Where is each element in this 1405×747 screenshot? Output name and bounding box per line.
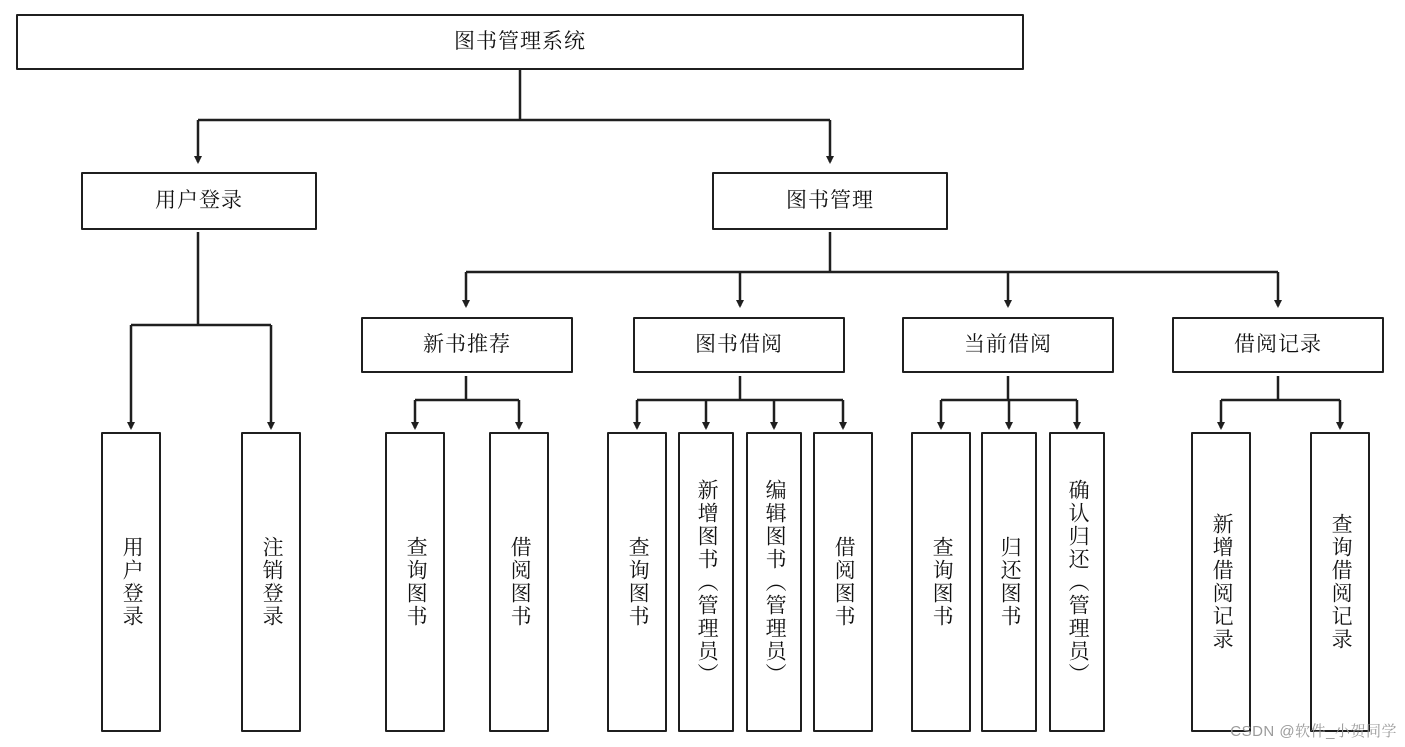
node-leaf-borrow-edit-book[interactable] <box>746 432 802 732</box>
node-leaf-borrow-query-book-label: 查询图书 <box>626 536 650 628</box>
node-leaf-cur-return-book-label: 归还图书 <box>998 536 1022 628</box>
node-leaf-rec-borrow-book[interactable] <box>489 432 549 732</box>
node-borrow-record-label: 借阅记录 <box>1234 332 1322 356</box>
node-leaf-login-user-label: 用户登录 <box>120 536 144 628</box>
node-book-manage-label: 图书管理 <box>786 188 874 212</box>
node-book-borrow-label: 图书借阅 <box>695 332 783 356</box>
node-borrow-record[interactable] <box>1172 317 1384 373</box>
node-current-borrow[interactable] <box>902 317 1114 373</box>
node-book-borrow[interactable] <box>633 317 845 373</box>
node-leaf-cur-return-book[interactable] <box>981 432 1037 732</box>
node-leaf-borrow-add-book-label: 新增图书（管理员） <box>695 478 719 686</box>
node-root[interactable] <box>16 14 1024 70</box>
node-leaf-borrow-borrow-book[interactable] <box>813 432 873 732</box>
node-leaf-cur-query-book-label: 查询图书 <box>930 536 954 628</box>
node-leaf-borrow-borrow-book-label: 借阅图书 <box>832 536 856 628</box>
node-leaf-logout-user[interactable] <box>241 432 301 732</box>
node-leaf-cur-query-book[interactable] <box>911 432 971 732</box>
node-new-book-recommend-label: 新书推荐 <box>423 332 511 356</box>
node-leaf-logout-user-label: 注销登录 <box>260 536 284 628</box>
node-leaf-add-borrow-record[interactable] <box>1191 432 1251 732</box>
node-book-manage[interactable] <box>712 172 948 230</box>
node-leaf-query-borrow-record[interactable] <box>1310 432 1370 732</box>
node-leaf-rec-query-book[interactable] <box>385 432 445 732</box>
node-leaf-rec-borrow-book-label: 借阅图书 <box>508 536 532 628</box>
node-user-login-label: 用户登录 <box>155 188 243 212</box>
node-leaf-login-user[interactable] <box>101 432 161 732</box>
node-leaf-borrow-add-book[interactable] <box>678 432 734 732</box>
node-leaf-cur-confirm-return[interactable] <box>1049 432 1105 732</box>
node-leaf-rec-query-book-label: 查询图书 <box>404 536 428 628</box>
node-new-book-recommend[interactable] <box>361 317 573 373</box>
node-root-label: 图书管理系统 <box>454 29 586 53</box>
watermark: CSDN @软件_小贺同学 <box>1230 723 1397 740</box>
node-leaf-borrow-edit-book-label: 编辑图书（管理员） <box>763 478 787 686</box>
node-leaf-borrow-query-book[interactable] <box>607 432 667 732</box>
node-leaf-add-borrow-record-label: 新增借阅记录 <box>1210 513 1234 651</box>
node-user-login[interactable] <box>81 172 317 230</box>
node-leaf-query-borrow-record-label: 查询借阅记录 <box>1329 513 1353 651</box>
node-leaf-cur-confirm-return-label: 确认归还（管理员） <box>1066 478 1090 686</box>
node-current-borrow-label: 当前借阅 <box>964 332 1052 356</box>
